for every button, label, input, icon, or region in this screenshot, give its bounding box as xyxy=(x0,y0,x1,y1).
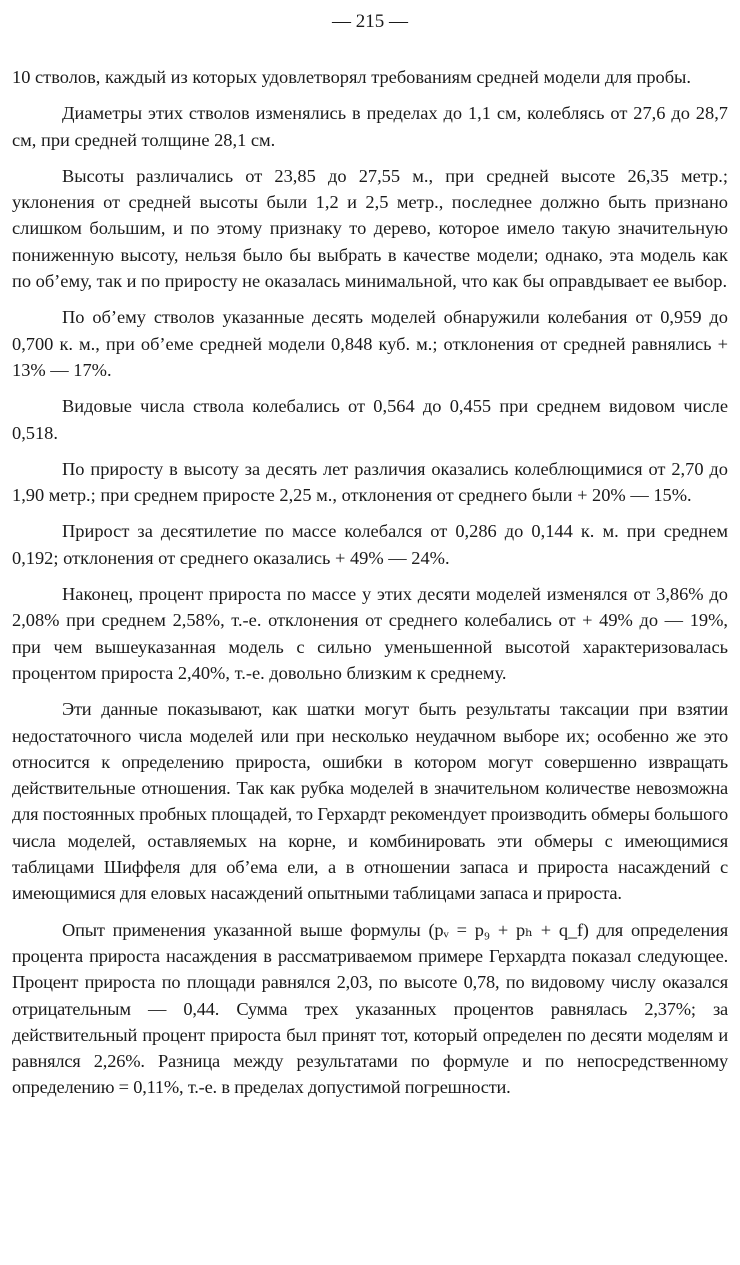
paragraph-6: По приросту в высоту за десять лет различия оказались колеблющимися от 2,70 до 1,90 метр.; при среднем приросте 2,25 м., отклонения от среднего были + 20% — 15%. xyxy=(12,458,728,506)
paragraph-4: По об’ему стволов указанные десять моделей обнаружили колебания от 0,959 до 0,700 к. м., при об’еме средней модели 0,848 куб. м.; отклонения от средней равнялись + 13% — 17%. xyxy=(12,307,728,380)
paragraph-10: Опыт применения указанной выше формулы (pᵥ = p₉ + pₕ + q_f) для определения процента прироста насаждения в рассматриваемом примере Герхардта показал следующее. Процент прироста по площади равнялся 2,03, по высоте 0,78, по видовому числу оказался отрицательным — 0,44. Сумма трех указанных процентов равнялась 2,37%; за действительный процент прироста был принят тот, который определен по десяти моделям и равнялся 2,26%. Разница между результатами по формуле и по непосредственному определению = 0,11%, т.-е. в пределах допустимой погрешности. xyxy=(12,919,728,1098)
paragraph-9: Эти данные показывают, как шатки могут быть результаты таксации при взятии недостаточного числа моделей или при несколько неудачном выборе их; особенно же это относится к определению прироста, ошибки в котором могут совершенно извращать действительные отношения. Так как рубка моделей в значительном количестве невозможна для постоянных пробных площадей, то Герхардт рекомендует производить обмеры большого числа моделей, оставляемых на корне, и комбинировать эти обмеры с имеющимися таблицами Шиффеля для об’ема ели, а в отношении запаса и прироста насаждений с имеющимися для еловых насаждений опытными таблицами запаса и прироста. xyxy=(12,699,728,904)
paragraph-2: Диаметры этих стволов изменялись в пределах до 1,1 см, колеблясь от 27,6 до 28,7 см, при средней толщине 28,1 см. xyxy=(12,103,728,150)
paragraph-3: Высоты различались от 23,85 до 27,55 м., при средней высоте 26,35 метр.; уклонения от средней высоты были 1,2 и 2,5 метр., последнее должно быть признано слишком большим, и по этому признаку то дерево, которое имело такую значительную пониженную высоту, нельзя было бы выбрать в качестве модели; однако, эта модель как по об’ему, так и по приросту не оказалась минимальной, что как бы оправдывает ее выбор. xyxy=(12,165,728,292)
page-number: — 215 — xyxy=(332,11,408,32)
paragraph-7: Прирост за десятилетие по массе колебался от 0,286 до 0,144 к. м. при среднем 0,192; отклонения от среднего оказались + 49% — 24%. xyxy=(12,521,728,568)
paragraph-5: Видовые числа ствола колебались от 0,564 до 0,455 при среднем видовом числе 0,518. xyxy=(12,396,728,443)
document-page xyxy=(12,8,728,1111)
paragraph-8: Наконец, процент прироста по массе у этих десяти моделей изменялся от 3,86% до 2,08% при среднем 2,58%, т.-е. отклонения от среднего колебались от + 49% до — 19%, при чем вышеуказанная модель с сильно уменьшенной высотой характеризовалась процентом прироста 2,40%, т.-е. довольно близким к среднему. xyxy=(12,584,728,683)
paragraph-1: 10 стволов, каждый из которых удовлетворял требованиям средней модели для пробы. xyxy=(12,67,692,87)
